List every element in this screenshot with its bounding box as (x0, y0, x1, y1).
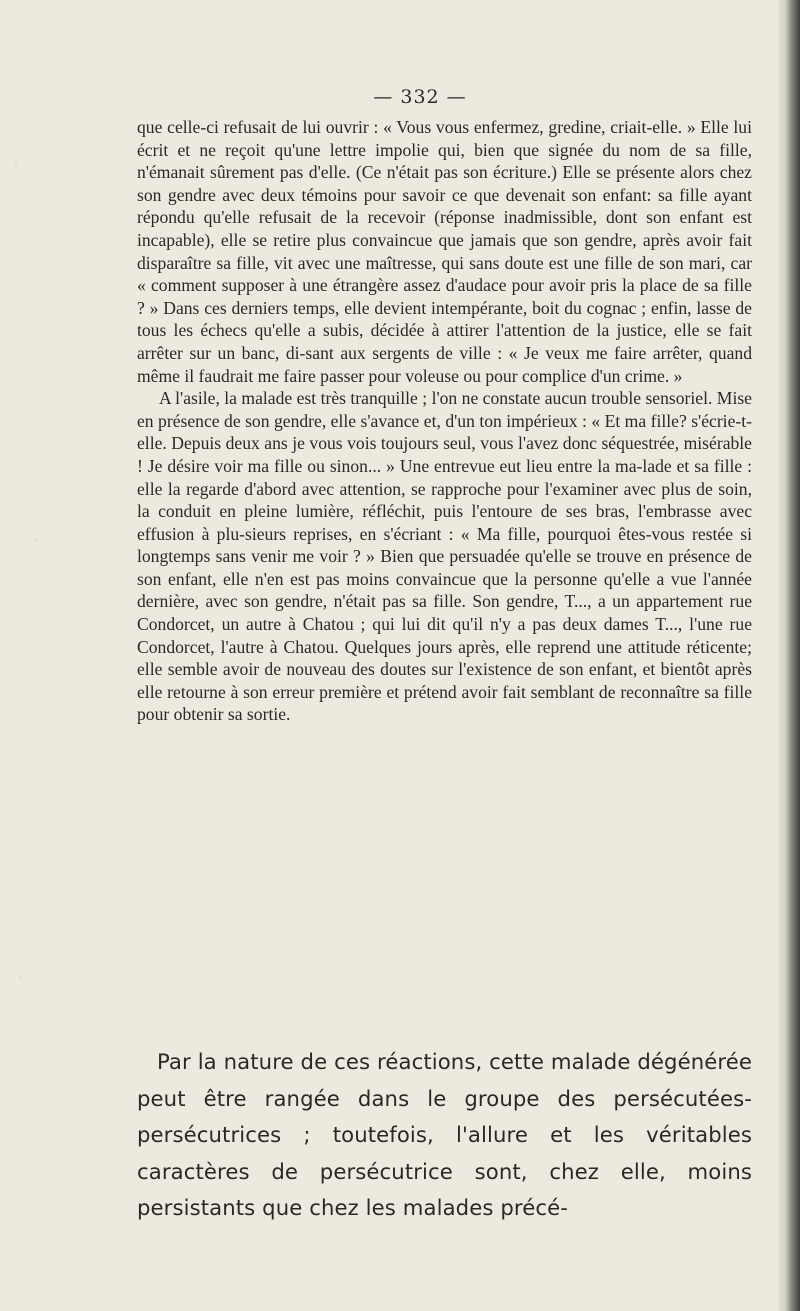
paper-texture (6, 40, 56, 1290)
page-header (0, 86, 782, 108)
conclusion-text (137, 1044, 752, 1227)
paragraph-1: que celle-ci refusait de lui ouvrir : « Vous vous enfermez, gredine, criait-elle. » Elle lui écrit et ne reçoit qu'une lettre impolie qui, bien que signée du nom de sa fille, n'émanait sûrement pas d'elle. (Ce n'était pas son écriture.) Elle se présente alors chez son gendre avec deux témoins pour savoir ce que devenait son enfant: sa fille ayant répondu qu'elle refusait de la recevoir (réponse inadmissible, dont son enfant est incapable), elle se retire plus convaincue que jamais que son gendre, après avoir fait disparaître sa fille, vit avec une maîtresse, qui sans doute est une fille de son mari, car « comment supposer à une étrangère assez d'audace pour avoir pris la place de sa fille ? » Dans ces derniers temps, elle devient intempérante, boit du cognac ; enfin, lasse de tous les échecs qu'elle a subis, décidée à attirer l'attention de la justice, elle se fait arrêter sur un banc, di-sant aux sergents de ville : « Je veux me faire arrêter, quand même il faudrait me faire passer pour voleuse ou pour complice d'un crime. » (137, 117, 752, 386)
paragraph-3: Par la nature de ces réactions, cette malade dégénérée peut être rangée dans le groupe des persécutées-persécutrices ; toutefois, l'allure et les véritables caractères de persécutrice sont, chez elle, moins persistants que chez les malades précé- (137, 1049, 752, 1220)
binding-edge (778, 0, 800, 1311)
body-text (137, 116, 752, 726)
paragraph-2: A l'asile, la malade est très tranquille ; l'on ne constate aucun trouble sensoriel. Mise en présence de son gendre, elle s'avance et, d'un ton impérieux : « Et ma fille? s'écrie-t-elle. Depuis deux ans je vous vois toujours seul, vous l'avez donc séquestrée, misérable ! Je désire voir ma fille ou sinon... » Une entrevue eut lieu entre la ma-lade et sa fille : elle la regarde d'abord avec attention, se rapproche pour l'examiner avec plus de soin, la conduit en pleine lumière, réfléchit, puis l'entoure de ses bras, l'embrasse avec effusion à plu-sieurs reprises, en s'écriant : « Ma fille, pourquoi êtes-vous restée si longtemps sans venir me voir ? » Bien que persuadée qu'elle se trouve en présence de son enfant, elle n'en est pas moins convaincue que la personne qu'elle a vue l'année dernière, avec son gendre, n'était pas sa fille. Son gendre, T..., a un appartement rue Condorcet, un autre à Chatou ; qui lui dit qu'il n'y a pas deux dames T..., l'une rue Condorcet, l'autre à Chatou. Quelques jours après, elle reprend une attitude réticente; elle semble avoir de nouveau des doutes sur l'existence de son enfant, et bientôt après elle retourne à son erreur première et prétend avoir fait semblant de reconnaître sa fille pour obtenir sa sortie. (137, 388, 752, 725)
page-number: — 332 — (373, 86, 467, 108)
